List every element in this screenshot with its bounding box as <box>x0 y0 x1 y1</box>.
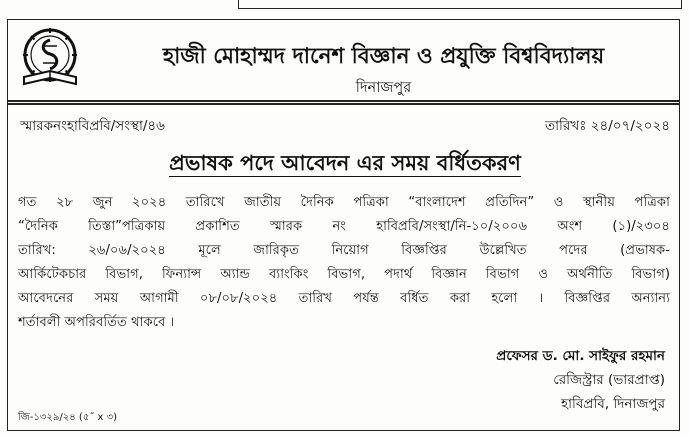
print-reference: জি-১৩২৯/২৪ (৫˝ x ৩) <box>18 412 118 423</box>
university-logo-icon <box>18 27 82 89</box>
notice-date: তারিখঃ ২৪/০৭/২০২৪ <box>545 118 670 134</box>
memo-number: স্মারকনংহাবিপ্রবি/সংস্থা/৪৬ <box>20 118 165 134</box>
university-name: হাজী মোহাম্মদ দানেশ বিজ্ঞান ও প্রযুক্তি বিশ্ববিদ্যালয় <box>162 44 605 69</box>
body-line: শর্তাবলী অপরিবর্তিত থাকবে । <box>18 315 175 330</box>
header-divider <box>7 103 680 105</box>
body-line: আবেদনের সময় আগামী ০৮/০৮/২০২৪ তারিখ পর্যন্ত বর্ধিত করা হলো । বিজ্ঞপ্তির অন্যান্য <box>18 291 670 306</box>
body-line: “দৈনিক তিস্তা”পত্রিকায় প্রকাশিত স্মারক নং হাবিপ্রবি/সংস্থা/নি-১০/২০০৬ অংশ (১)/২৩০৪ <box>18 219 670 234</box>
signatory-designation: রেজিস্ট্রার (ভারপ্রাপ্ত) <box>553 372 665 388</box>
signatory-name: প্রফেসর ড. মো. সাইফুর রহমান <box>496 348 665 364</box>
university-city: দিনাজপুর <box>355 80 412 96</box>
body-line: আর্কিটেকচার বিভাগ, ফিন্যান্স অ্যান্ড ব্যাংকিং বিভাগ, পদার্থ বিজ্ঞান বিভাগ ও অর্থনীতি বিভাগ) <box>18 267 670 282</box>
body-line: গত ২৮ জুন ২০২৪ তারিখে জাতীয় দৈনিক পত্রিকা “বাংলাদেশ প্রতিদিন” ও স্থানীয় পত্রিকা <box>18 195 670 210</box>
signatory-office: হাবিপ্রবি, দিনাজপুর <box>560 396 665 412</box>
header-divider <box>7 100 680 102</box>
previous-notice-border <box>238 0 682 9</box>
notice-title-text: প্রভাষক পদে আবেদন এর সময় বর্ধিতকরণ <box>169 151 521 175</box>
notice-title <box>0 147 690 182</box>
body-line: তারিখ: ২৬/০৬/২০২৪ মূলে জারিকৃত নিয়োগ বিজ্ঞপ্তির উল্লেখিত পদের (প্রভাষক- <box>18 243 670 258</box>
